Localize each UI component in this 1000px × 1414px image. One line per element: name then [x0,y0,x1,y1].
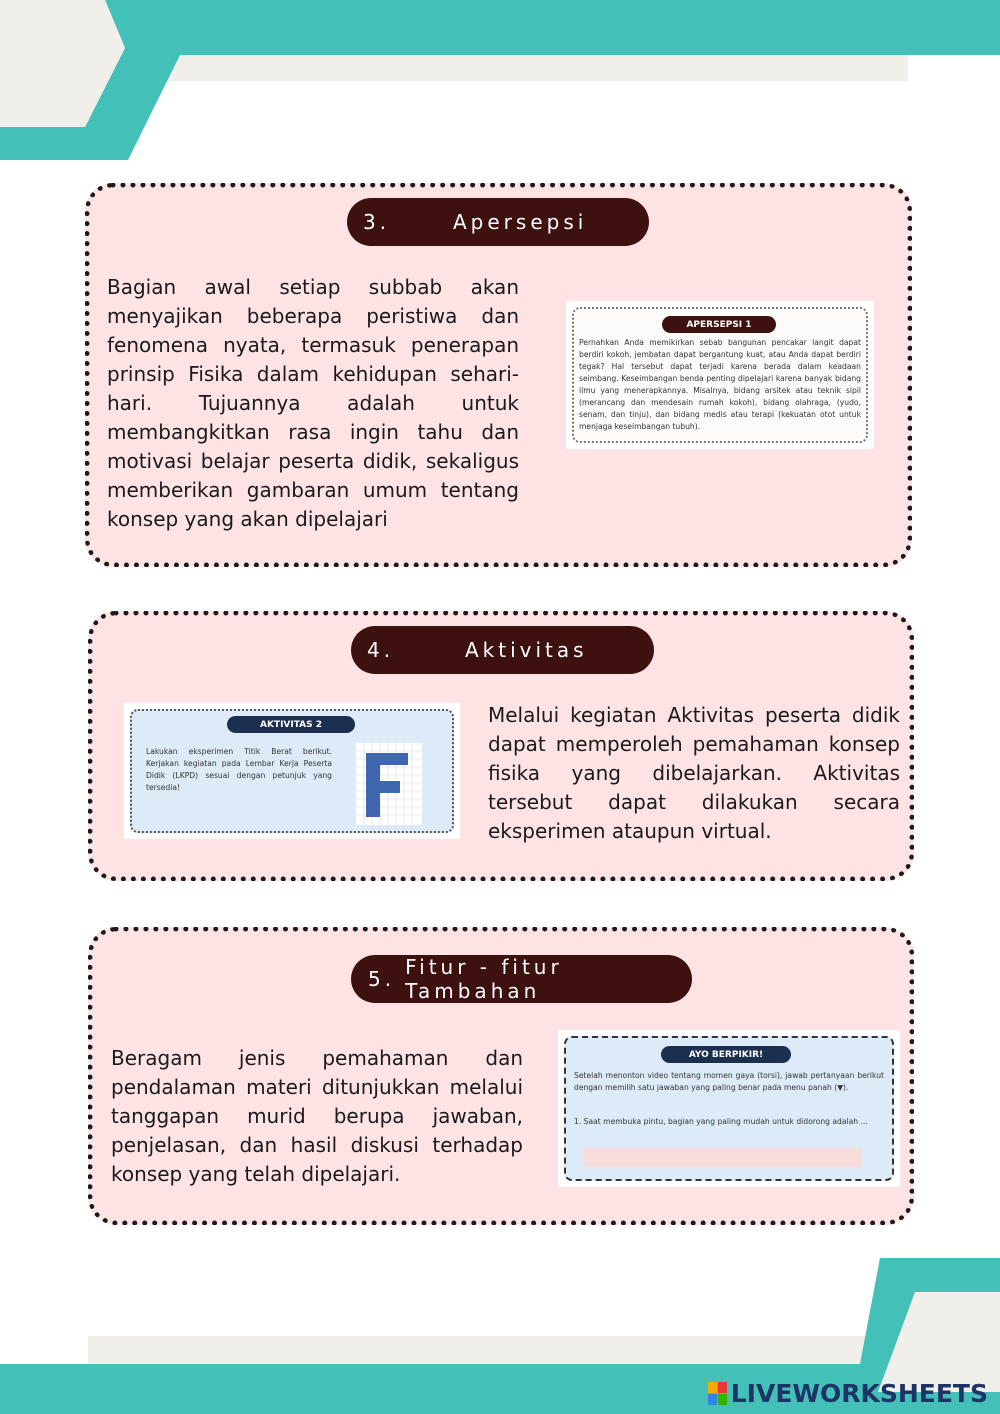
section-title: Apersepsi [453,210,588,234]
liveworksheets-mark-icon [708,1382,728,1406]
thumbnail-text: Pernahkan Anda memikirkan sebab bangunan pencakar langit dapat berdiri kokoh, jembatan dapat bergantung kuat, atau Anda dapat berdiri tegak? Hal tersebut dapat terjadi karena berada dalam keadaan seimbang. Keseimbangan benda penting dipelajari karena banyak bidang ilmu yang menerapkannya. Misalnya, bidang arsitek atau teknik sipil (merancang dan mendesain rumah kokoh), bidang olahraga, (yudo, senam, dan tinju), dan bidang medis atau terapi (kekuatan otot untuk menjaga keseimbangan tubuh). [579,338,861,431]
section-pill-aktivitas [351,626,654,674]
thumbnail-badge: APERSEPSI 1 [662,316,776,333]
thumbnail-badge: AYO BERPIKIR! [661,1046,791,1063]
section-number: 5. [368,967,396,991]
section-body-apersepsi: Bagian awal setiap subbab akan menyajikan beberapa peristiwa dan fenomena nyata, termasuk penerapan prinsip Fisika dalam kehidupan sehari-hari. Tujuannya adalah untuk membangkitkan rasa ingin tahu dan motivasi belajar peserta didik, sekaligus memberikan gambaran umum tentang konsep yang akan dipelajari [107,275,519,531]
thumbnail-question: 1. Saat membuka pintu, bagian yang paling mudah untuk didorong adalah ... [574,1117,868,1126]
section-title: Aktivitas [465,638,588,662]
section-body-fitur-tambahan: Beragam jenis pemahaman dan pendalaman materi ditunjukkan melalui tanggapan murid berupa jawaban, penjelasan, dan hasil diskusi terhadap konsep yang telah dipelajari. [111,1046,523,1186]
thumbnail-apersepsi [566,301,874,449]
thumbnail-aktivitas [124,703,460,839]
bottom-cream-band [88,1336,888,1364]
section-body-aktivitas: Melalui kegiatan Aktivitas peserta didik dapat memperoleh pemahaman konsep fisika yang dibelajarkan. Aktivitas tersebut dapat dilakukan secara eksperimen ataupun virtual. [488,703,900,843]
section-title: Fitur - fitur Tambahan [405,955,563,1003]
section-pill-apersepsi [347,198,649,246]
thumbnail-fitur-tambahan [558,1030,900,1187]
top-cream-band [110,55,908,81]
thumbnail-text: Lakukan eksperimen Titik Berat berikut. Kerjakan kegiatan pada Lembar Kerja Peserta Didik (LKPD) sesuai dengan petunjuk yang tersedia! [146,747,332,792]
section-number: 4. [367,638,395,662]
thumbnail-badge: AKTIVITAS 2 [227,716,355,733]
thumbnail-text: Setelah menonton video tentang momen gaya (torsi), jawab pertanyaan berikut dengan memilih satu jawaban yang paling benar pada menu panah (▼). [574,1071,884,1092]
section-number: 3. [363,210,391,234]
grid-figure-icon [356,743,422,825]
liveworksheets-logo-text: LIVEWORKSHEETS [730,1379,988,1408]
section-pill-fitur-tambahan [351,955,692,1003]
answer-dropdown[interactable] [584,1148,862,1167]
liveworksheets-logo [708,1379,988,1408]
